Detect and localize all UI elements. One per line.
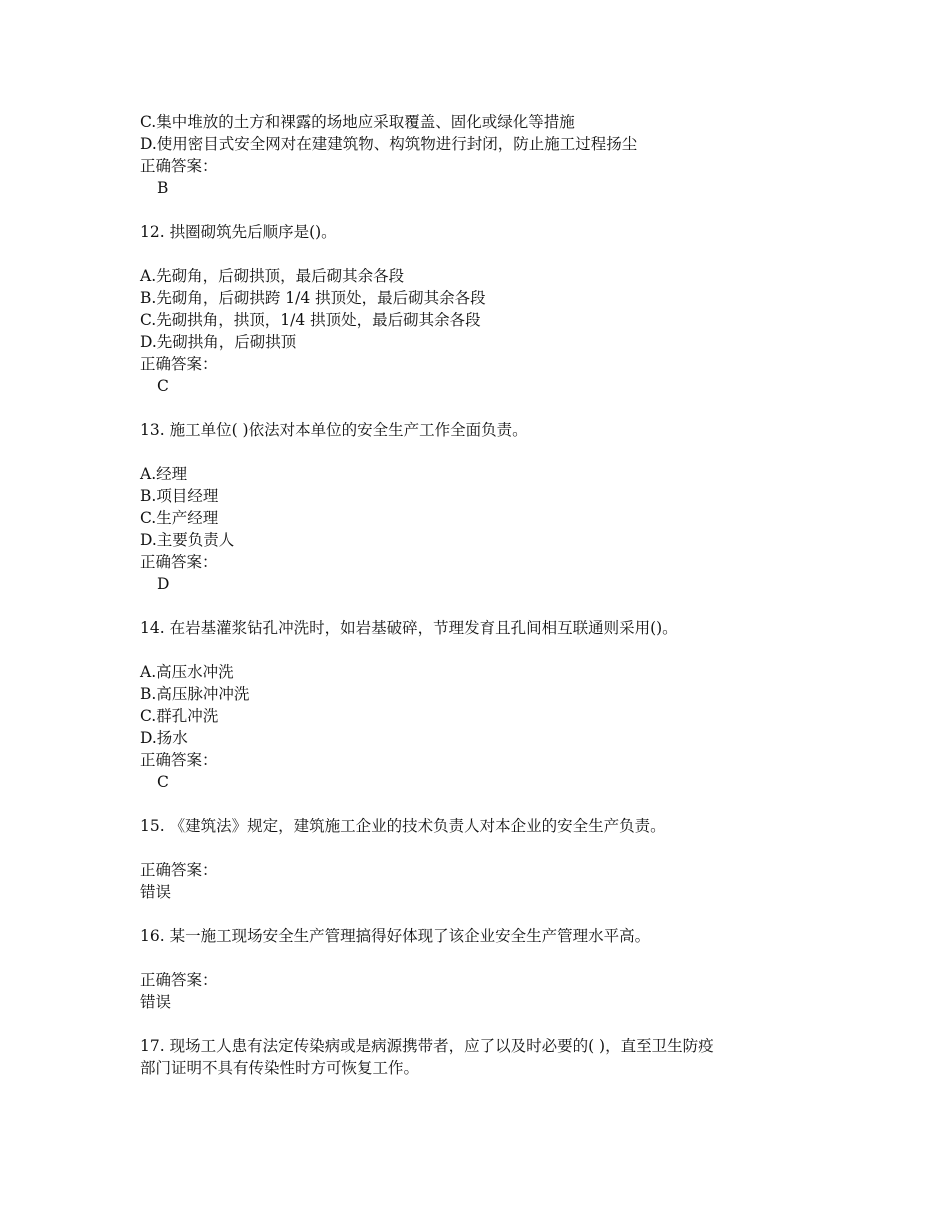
q11-answer: B xyxy=(157,179,169,197)
q13-question: 13. 施工单位( )依法对本单位的安全生产工作全面负责。 xyxy=(140,421,528,439)
q16-answer: 错误 xyxy=(140,993,172,1011)
q14-option-b: B.高压脉冲冲洗 xyxy=(140,685,250,703)
q16-answer-label: 正确答案： xyxy=(140,971,218,989)
q12-question: 12. 拱圈砌筑先后顺序是()。 xyxy=(140,223,337,241)
q13-option-d: D.主要负责人 xyxy=(140,531,235,549)
q12-answer-label: 正确答案： xyxy=(140,355,218,373)
q13-option-b: B.项目经理 xyxy=(140,487,219,505)
q17-question-line-2: 部门证明不具有传染性时方可恢复工作。 xyxy=(140,1059,420,1077)
q12-option-d: D.先砌拱角，后砌拱顶 xyxy=(140,333,297,351)
q12-option-a: A.先砌角，后砌拱顶，最后砌其余各段 xyxy=(140,267,405,285)
q12-option-b: B.先砌角，后砌拱跨 1/4 拱顶处，最后砌其余各段 xyxy=(140,289,486,307)
q13-answer-label: 正确答案： xyxy=(140,553,218,571)
q11-answer-label: 正确答案： xyxy=(140,157,218,175)
q17-question-line-1: 17. 现场工人患有法定传染病或是病源携带者，应了以及时必要的( )，直至卫生防疫 xyxy=(140,1037,714,1055)
q14-answer-label: 正确答案： xyxy=(140,751,218,769)
q11-option-d: D.使用密目式安全网对在建建筑物、构筑物进行封闭，防止施工过程扬尘 xyxy=(140,135,638,153)
q14-option-d: D.扬水 xyxy=(140,729,188,747)
q11-option-c: C.集中堆放的土方和裸露的场地应采取覆盖、固化或绿化等措施 xyxy=(140,113,575,131)
q13-option-c: C.生产经理 xyxy=(140,509,219,527)
q13-answer: D xyxy=(157,575,170,593)
q12-answer: C xyxy=(157,377,169,395)
q14-option-a: A.高压水冲洗 xyxy=(140,663,234,681)
q14-question: 14. 在岩基灌浆钻孔冲洗时，如岩基破碎，节理发育且孔间相互联通则采用()。 xyxy=(140,619,678,637)
q15-question: 15. 《建筑法》规定，建筑施工企业的技术负责人对本企业的安全生产负责。 xyxy=(140,817,666,835)
q13-option-a: A.经理 xyxy=(140,465,188,483)
document-page xyxy=(140,111,840,1079)
q14-option-c: C.群孔冲洗 xyxy=(140,707,219,725)
q16-question: 16. 某一施工现场安全生产管理搞得好体现了该企业安全生产管理水平高。 xyxy=(140,927,651,945)
q14-answer: C xyxy=(157,773,169,791)
q12-option-c: C.先砌拱角，拱顶，1/4 拱顶处，最后砌其余各段 xyxy=(140,311,481,329)
q15-answer: 错误 xyxy=(140,883,172,901)
q15-answer-label: 正确答案： xyxy=(140,861,218,879)
